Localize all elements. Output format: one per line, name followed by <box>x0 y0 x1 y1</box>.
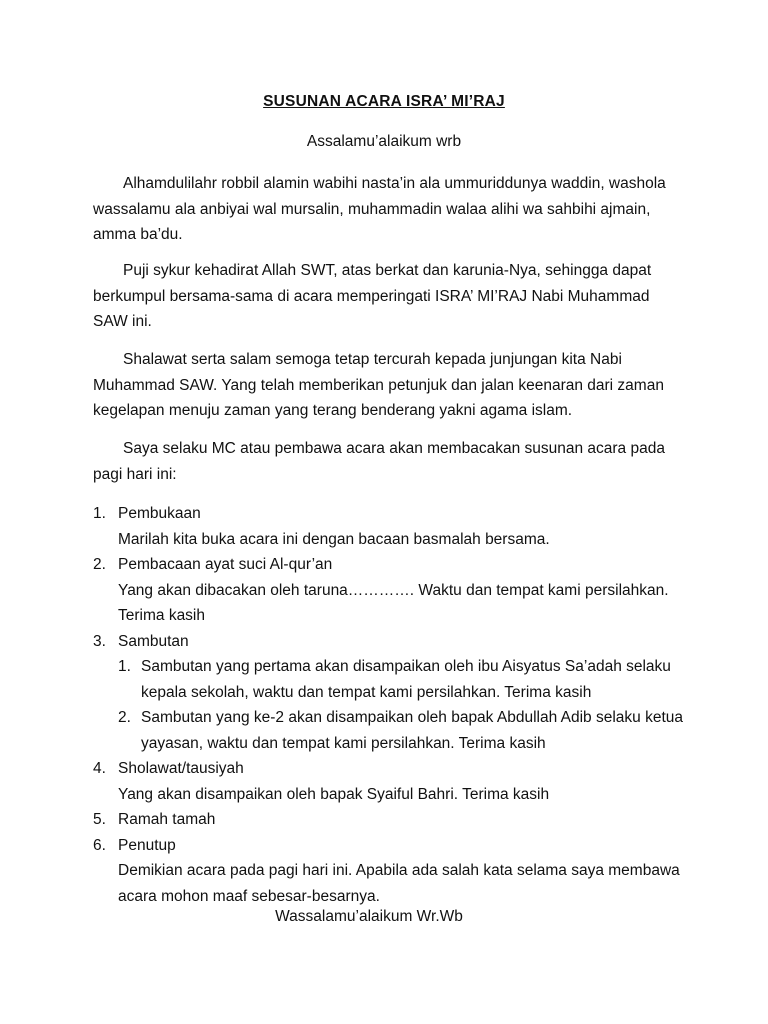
agenda-item-number: 2. <box>93 556 106 573</box>
agenda-item-title: Ramah tamah <box>118 811 216 828</box>
agenda-list <box>93 501 693 909</box>
agenda-item-title: Pembukaan <box>118 505 201 522</box>
agenda-item-number: 1. <box>93 505 106 522</box>
agenda-item-5 <box>93 807 693 833</box>
agenda-item-number: 3. <box>93 632 106 650</box>
paragraph-2 <box>93 258 683 335</box>
paragraph-4 <box>93 436 683 487</box>
agenda-item-title: Penutup <box>118 836 176 854</box>
agenda-item-1 <box>93 501 693 552</box>
agenda-item-6 <box>93 833 693 910</box>
agenda-item-title: Sholawat/tausiyah <box>118 760 244 777</box>
agenda-item-description: Demikian acara pada pagi hari ini. Apabila ada salah kata selama saya membawa acara mohon maaf sebesar-besarnya. <box>118 862 680 905</box>
paragraph-1-text: Alhamdulilahr robbil alamin wabihi nasta’in ala ummuriddunya waddin, washola wassalamu ala anbiyai wal mursalin, muhammadin walaa alihi wa sahbihi ajmain, amma ba’du. <box>93 175 666 243</box>
paragraph-4-text: Saya selaku MC atau pembawa acara akan membacakan susunan acara pada pagi hari ini: <box>93 440 665 483</box>
agenda-subitem-text: Sambutan yang ke-2 akan disampaikan oleh bapak Abdullah Adib selaku ketua yayasan, waktu dan tempat kami persilahkan. Terima kasih <box>141 709 684 752</box>
agenda-subitem-2 <box>93 705 693 756</box>
opening-greeting: Assalamu’alaikum wrb <box>306 133 462 150</box>
agenda-item-number: 4. <box>93 760 106 777</box>
agenda-item-2 <box>93 552 693 629</box>
document-title: SUSUNAN ACARA ISRA’ MI’RAJ <box>263 93 505 110</box>
paragraph-2-text: Puji sykur kehadirat Allah SWT, atas berkat dan karunia-Nya, sehingga dapat berkumpul bersama-sama di acara memperingati ISRA’ MI’RAJ Nabi Muhammad SAW ini. <box>93 262 652 330</box>
agenda-item-number: 5. <box>93 811 106 828</box>
paragraph-1 <box>93 171 683 248</box>
agenda-subitem-1 <box>93 654 693 705</box>
agenda-item-title: Sambutan <box>118 632 189 650</box>
paragraph-3 <box>93 347 683 424</box>
agenda-item-4 <box>93 756 693 807</box>
agenda-subitem-number: 1. <box>118 658 131 675</box>
agenda-item-description: Yang akan disampaikan oleh bapak Syaiful Bahri. Terima kasih <box>118 785 550 803</box>
agenda-item-description: Marilah kita buka acara ini dengan bacaan basmalah bersama. <box>118 530 550 548</box>
agenda-item-3 <box>93 629 693 757</box>
agenda-subitem-text: Sambutan yang pertama akan disampaikan oleh ibu Aisyatus Sa’adah selaku kepala sekolah, waktu dan tempat kami persilahkan. Terima kasih <box>141 658 671 701</box>
closing-greeting: Wassalamu’alaikum Wr.Wb <box>275 908 463 925</box>
agenda-item-title: Pembacaan ayat suci Al-qur’an <box>118 556 333 573</box>
paragraph-3-text: Shalawat serta salam semoga tetap tercurah kepada junjungan kita Nabi Muhammad SAW. Yang telah memberikan petunjuk dan jalan keenaran dari zaman kegelapan menuju zaman yang terang benderang yakni agama islam. <box>93 351 664 419</box>
agenda-subitem-number: 2. <box>118 709 131 726</box>
agenda-item-description: Yang akan dibacakan oleh taruna…………. Waktu dan tempat kami persilahkan. Terima kasih <box>118 581 669 624</box>
agenda-item-number: 6. <box>93 836 106 854</box>
